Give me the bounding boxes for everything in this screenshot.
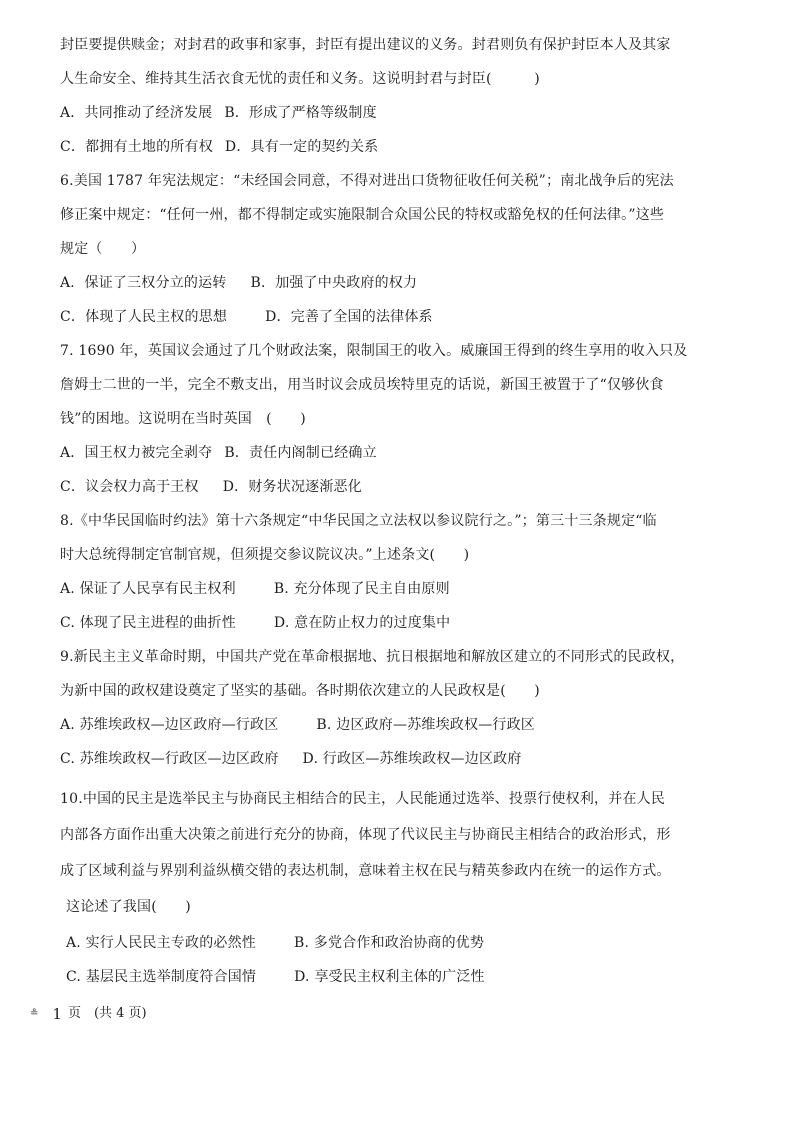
q8-options-row2 xyxy=(60,614,754,632)
q7-stem-line3: 钱”的困地。这说明在当时英国 ( ) xyxy=(60,411,306,427)
q9-options-row1 xyxy=(60,716,754,734)
q8-option-d[interactable]: D. 意在防止权力的过度集中 xyxy=(273,615,451,631)
q7-option-d[interactable]: D．财务状况逐渐恶化 xyxy=(222,479,362,495)
q8-option-a[interactable]: A. 保证了人民享有民主权利 xyxy=(60,581,236,597)
q6-options-row2 xyxy=(60,308,754,326)
q10-stem-line2: 内部各方面作出重大决策之前进行充分的协商，体现了代议民主与协商民主相结合的政治形式，形 xyxy=(60,827,671,843)
q9-option-d[interactable]: D. 行政区—苏维埃政权—边区政府 xyxy=(302,751,522,767)
q6-stem-line3: 规定（ ） xyxy=(60,241,146,257)
q6-stem-line2: 修正案中规定：“任何一州，都不得制定或实施限制合众国公民的特权或豁免权的任何法律。”这些 xyxy=(60,207,665,223)
q7-stem-line2: 詹姆士二世的一半，完全不敷支出，用当时议会成员埃特里克的话说，新国王被置于了“仅够伙食 xyxy=(60,377,664,393)
q5-options-row1 xyxy=(60,104,754,122)
q7-option-b[interactable]: B．责任内阁制已经确立 xyxy=(224,445,377,461)
q10-stem-line3: 成了区域利益与界别利益纵横交错的表达机制，意味着主权在民与精英参政内在统一的运作方式。 xyxy=(60,863,671,879)
q5-option-b[interactable]: B．形成了严格等级制度 xyxy=(224,105,377,121)
q10-option-d[interactable]: D. 享受民主权利主体的广泛性 xyxy=(294,969,485,985)
q8-options-row1 xyxy=(60,580,754,598)
q7-options-row1 xyxy=(60,444,754,462)
q10-option-b[interactable]: B. 多党合作和政治协商的优势 xyxy=(294,935,485,951)
q6-option-c[interactable]: C．体现了人民主权的思想 xyxy=(60,309,228,325)
q5-stem-line2: 人生命安全、维持其生活衣食无忧的责任和义务。这说明封君与封臣( ) xyxy=(60,71,540,87)
q6-option-b[interactable]: B．加强了中央政府的权力 xyxy=(250,275,418,291)
q5-option-a[interactable]: A．共同推动了经济发展 xyxy=(60,105,213,121)
q6-stem-line1: 6.美国 1787 年宪法规定：“未经国会同意，不得对进出口货物征收任何关税”；南北战争后的宪法 xyxy=(60,173,674,189)
q6-option-a[interactable]: A．保证了三权分立的运转 xyxy=(60,275,227,291)
q5-stem-line1: 封臣要提供赎金；对封君的政事和家事，封臣有提出建议的义务。封君则负有保护封臣本人及其家 xyxy=(60,37,671,53)
q10-option-c[interactable]: C. 基层民主选举制度符合国情 xyxy=(66,969,257,985)
q7-stem-line1: 7. 1690 年，英国议会通过了几个财政法案，限制国王的收入。威廉国王得到的终生享用的收入只及 xyxy=(60,343,688,359)
footer-page-label: 页 (共 4 页) xyxy=(67,1006,147,1021)
q10-options-row1 xyxy=(66,934,754,952)
q7-options-row2 xyxy=(60,478,754,496)
q7-option-a[interactable]: A．国王权力被完全剥夺 xyxy=(60,445,213,461)
q6-option-d[interactable]: D．完善了全国的法律体系 xyxy=(265,309,433,325)
q10-option-a[interactable]: A. 实行人民民主专政的必然性 xyxy=(66,935,257,951)
q8-option-b[interactable]: B. 充分体现了民主自由原则 xyxy=(273,581,450,597)
q8-stem-line1: 8.《中华民国临时约法》第十六条规定“中华民国之立法权以参议院行之。”；第三十三条规定“临 xyxy=(60,513,657,529)
q6-options-row1 xyxy=(60,274,754,292)
q10-options-row2 xyxy=(66,968,754,986)
q9-stem-line2: 为新中国的政权建设奠定了坚实的基础。各时期依次建立的人民政权是( ) xyxy=(60,683,540,699)
q10-stem-line1: 10.中国的民主是选举民主与协商民主相结合的民主，人民能通过选举、投票行使权利，并在人民 xyxy=(60,791,666,807)
page-footer xyxy=(30,1005,147,1023)
q5-option-c[interactable]: C．都拥有土地的所有权 xyxy=(60,139,213,155)
q9-option-c[interactable]: C. 苏维埃政权—行政区—边区政府 xyxy=(60,751,279,767)
q10-stem-line4: 这论述了我国( ) xyxy=(66,899,191,915)
q8-stem-line2: 时大总统得制定官制官规，但须提交参议院议决。”上述条文( ) xyxy=(60,547,470,563)
q9-stem-line1: 9.新民主主义革命时期，中国共产党在革命根据地、抗日根据地和解放区建立的不同形式的民政权， xyxy=(60,649,685,665)
q5-options-row2 xyxy=(60,138,754,156)
q8-option-c[interactable]: C. 体现了民主进程的曲折性 xyxy=(60,615,236,631)
footer-mark-icon: ≗ xyxy=(30,1008,39,1019)
q9-option-b[interactable]: B. 边区政府—苏维埃政权—行政区 xyxy=(316,717,536,733)
q9-option-a[interactable]: A. 苏维埃政权—边区政府—行政区 xyxy=(60,717,279,733)
footer-page-number: 1 xyxy=(52,1005,62,1023)
q5-option-d[interactable]: D．具有一定的契约关系 xyxy=(224,139,379,155)
q9-options-row2 xyxy=(60,750,754,768)
q7-option-c[interactable]: C．议会权力高于王权 xyxy=(60,479,199,495)
